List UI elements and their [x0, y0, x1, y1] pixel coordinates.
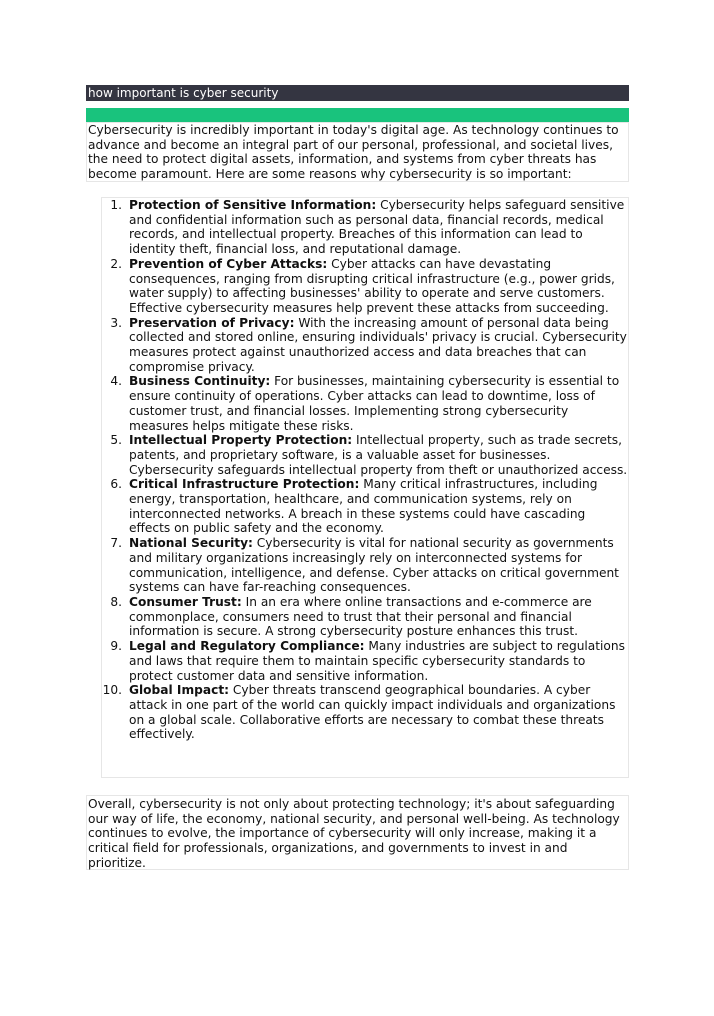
list-item-body	[129, 536, 628, 595]
list-item-number: 3.	[110, 315, 122, 330]
list-item-title: Consumer Trust:	[129, 594, 242, 609]
list-item-text: For businesses, maintaining cybersecurity is essential to ensure continuity of operations. Cyber attacks can lead to downtime, loss of customer trust, and financial losses. Implementing strong cybersecurity measures helps mitigate these risks.	[129, 374, 620, 433]
list-item-body	[129, 683, 628, 742]
list-item	[102, 639, 628, 683]
list-item-body	[129, 374, 628, 433]
list-item-title: Intellectual Property Protection:	[129, 433, 353, 448]
conclusion-paragraph: Overall, cybersecurity is not only about protecting technology; it's about safeguarding our way of life, the economy, national security, and personal well-being. As technology continues to evolve, the importance of cybersecurity will only increase, making it a critical field for professionals, organizations, and governments to invest in and prioritize.	[88, 797, 620, 870]
list-item-number: 4.	[110, 374, 122, 389]
reasons-list	[102, 198, 628, 742]
list-item	[102, 536, 628, 595]
list-item-title: Critical Infrastructure Protection:	[129, 477, 360, 492]
intro-block	[86, 122, 629, 182]
intro-paragraph: Cybersecurity is incredibly important in today's digital age. As technology continues to advance and become an integral part of our personal, professional, and societal lives, the need to protect digital assets, information, and systems from cyber threats has become paramount. Here are some reasons why cybersecurity is so important:	[88, 123, 619, 182]
list-item-title: Business Continuity:	[129, 374, 271, 389]
list-item	[102, 374, 628, 433]
list-item-text: Cybersecurity is vital for national security as governments and military organizations increasingly rely on interconnected systems for communication, intelligence, and defense. Cyber attacks on critical government systems can have far-reaching consequences.	[129, 536, 619, 595]
list-item	[102, 683, 628, 742]
list-item-text: Many critical infrastructures, including energy, transportation, healthcare, and communication systems, rely on interconnected networks. A breach in these systems could have cascading effects on public safety and the economy.	[129, 477, 598, 536]
list-item-text: Cybersecurity helps safeguard sensitive and confidential information such as personal data, financial records, medical records, and intellectual property. Breaches of this information can lead to identity theft, financial loss, and reputational damage.	[129, 198, 625, 257]
list-item-text: In an era where online transactions and e-commerce are commonplace, consumers need to trust that their personal and financial information is secure. A strong cybersecurity posture enhances this trust.	[129, 594, 592, 639]
list-item-text: Cyber attacks can have devastating consequences, ranging from disrupting critical infrastructure (e.g., power grids, water supply) to affecting businesses' ability to operate and serve customers. Effective cybersecurity measures help prevent these attacks from succeeding.	[129, 256, 615, 315]
list-item-title: Legal and Regulatory Compliance:	[129, 639, 365, 654]
question-bar	[86, 85, 629, 101]
list-item-title: Prevention of Cyber Attacks:	[129, 256, 328, 271]
list-item-body	[129, 639, 628, 683]
list-item-number: 1.	[110, 198, 122, 212]
list-item-text: With the increasing amount of personal data being collected and stored online, ensuring individuals' privacy is crucial. Cybersecurity measures protect against unauthorized access and data breaches that can compromise privacy.	[129, 315, 627, 374]
list-item-number: 5.	[110, 433, 122, 448]
list-item-number: 2.	[110, 256, 122, 271]
list-item-title: National Security:	[129, 536, 253, 551]
list-item-number: 10.	[102, 683, 122, 698]
list-item-title: Preservation of Privacy:	[129, 315, 295, 330]
answer-accent-bar	[86, 108, 629, 122]
list-item-body	[129, 257, 628, 316]
reasons-block	[101, 197, 629, 778]
list-item	[102, 595, 628, 639]
list-item-title: Protection of Sensitive Information:	[129, 198, 377, 212]
list-item-number: 8.	[110, 594, 122, 609]
list-item-body	[129, 433, 628, 477]
list-item-body	[129, 595, 628, 639]
list-item-text: Intellectual property, such as trade secrets, patents, and proprietary software, is a valuable asset for businesses. Cybersecurity safeguards intellectual property from theft or unauthorized access.	[129, 433, 628, 477]
list-item-number: 6.	[110, 477, 122, 492]
list-item-body	[129, 316, 628, 375]
list-item-text: Cyber threats transcend geographical boundaries. A cyber attack in one part of the world can quickly impact individuals and organizations on a global scale. Collaborative efforts are necessary to combat these threats effectively.	[129, 683, 616, 742]
list-item-number: 7.	[110, 536, 122, 551]
list-item-body	[129, 198, 628, 257]
list-item-number: 9.	[110, 639, 122, 654]
list-item	[102, 257, 628, 316]
list-item	[102, 477, 628, 536]
question-text: how important is cyber security	[88, 86, 279, 100]
list-item	[102, 198, 628, 257]
list-item	[102, 316, 628, 375]
list-item-text: Many industries are subject to regulations and laws that require them to maintain specific cybersecurity standards to protect customer data and sensitive information.	[129, 639, 625, 683]
list-item-body	[129, 477, 628, 536]
list-item-title: Global Impact:	[129, 683, 230, 698]
list-item	[102, 433, 628, 477]
conclusion-block	[86, 795, 629, 870]
